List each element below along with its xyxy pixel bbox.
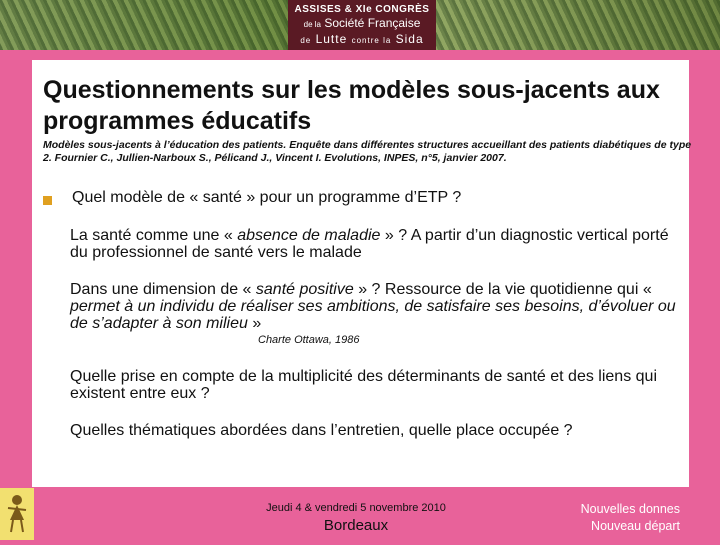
ottawa-citation: Charte Ottawa, 1986 xyxy=(258,334,360,346)
reference-citation: Modèles sous-jacents à l’éducation des patients. Enquête dans différentes structures accueillant des patients diabétiques de type 2. Fournier C., Jullien-Narboux S., Pélicand J., Vincent I. Evolutions, INPES, n°5, janvier 2007. xyxy=(43,139,692,164)
congress-line-3: de Lutte contre la Sida xyxy=(300,32,424,46)
figure-logo-icon xyxy=(0,488,34,540)
congress-title-box xyxy=(288,0,436,50)
paragraph-determinants: Quelle prise en compte de la multiplicité des déterminants de santé et des liens qui existent entre eux ? xyxy=(70,368,657,402)
congress-line-2: de la Société Française xyxy=(303,16,421,30)
organization-logo xyxy=(0,488,34,540)
paragraph-sante-positive: Dans une dimension de « santé positive » ? Ressource de la vie quotidienne qui « permet à un individu de réaliser ses ambitions, de satisfaire ses besoins, d’évoluer ou de s’adapter à son milieu » xyxy=(70,281,676,332)
paragraph-thematiques: Quelles thématiques abordées dans l’entretien, quelle place occupée ? xyxy=(70,422,573,439)
square-bullet-icon xyxy=(43,196,52,205)
footer-slogan: Nouvelles donnes Nouveau départ xyxy=(580,502,680,533)
question-1: Quel modèle de « santé » pour un programme d’ETP ? xyxy=(72,189,462,206)
header-banner xyxy=(0,0,720,50)
slide-title: Questionnements sur les modèles sous-jacents aux programmes éducatifs xyxy=(43,76,660,135)
paragraph-absence-maladie: La santé comme une « absence de maladie » ? A partir d’un diagnostic vertical porté du professionnel de santé vers le malade xyxy=(70,227,669,261)
congress-line-1: ASSISES & XIe CONGRÈS xyxy=(294,4,430,15)
footer-city: Bordeaux xyxy=(323,517,389,534)
footer-date: Jeudi 4 & vendredi 5 novembre 2010 xyxy=(266,502,446,514)
